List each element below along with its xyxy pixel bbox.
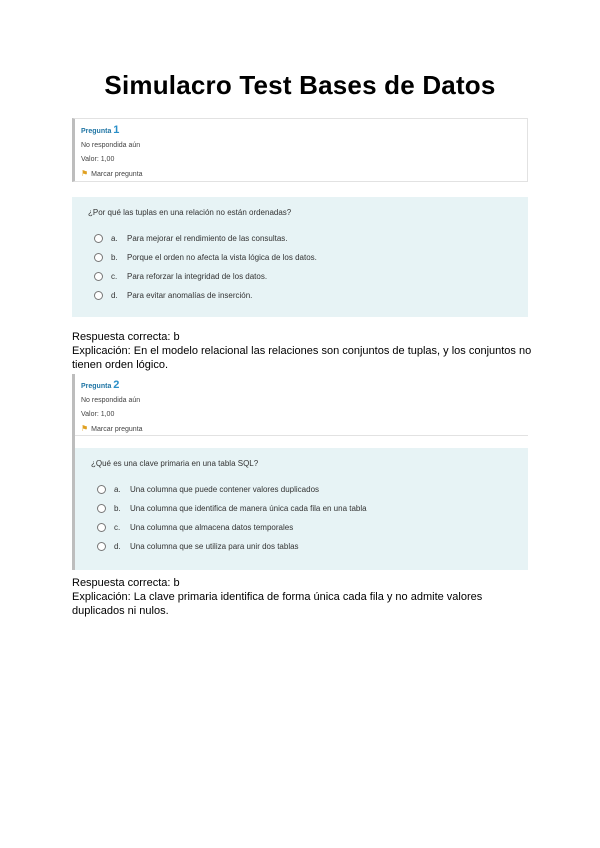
option-text: Una columna que identifica de manera única cada fila en una tabla bbox=[130, 504, 367, 513]
page-title: Simulacro Test Bases de Datos bbox=[104, 70, 496, 100]
question-info bbox=[75, 374, 528, 436]
option-letter: c. bbox=[111, 272, 118, 281]
flag-question-link[interactable] bbox=[81, 167, 521, 182]
radio-button[interactable] bbox=[94, 291, 103, 300]
flag-icon: ⚑ bbox=[81, 169, 89, 178]
option-text: Una columna que almacena datos temporales bbox=[130, 523, 294, 532]
flag-icon: ⚑ bbox=[81, 424, 89, 433]
question-card bbox=[72, 374, 528, 570]
question-label: Pregunta bbox=[81, 383, 112, 390]
option-letter: c. bbox=[114, 523, 121, 532]
question-number: 1 bbox=[113, 124, 120, 136]
flag-label: Marcar pregunta bbox=[91, 171, 143, 178]
flag-question-link[interactable] bbox=[81, 422, 522, 437]
question-number: 2 bbox=[113, 379, 120, 391]
radio-button[interactable] bbox=[97, 523, 106, 532]
option-letter: b. bbox=[114, 504, 121, 513]
explanation: Explicación: En el modelo relacional las relaciones son conjuntos de tuplas, y los conjuntos no tienen orden lógico. bbox=[72, 345, 532, 371]
option-text: Para reforzar la integridad de los datos. bbox=[127, 272, 268, 281]
radio-button[interactable] bbox=[97, 542, 106, 551]
option-d[interactable] bbox=[91, 537, 514, 556]
option-text: Para mejorar el rendimiento de las consultas. bbox=[127, 234, 288, 243]
question-value: Valor: 1,00 bbox=[81, 156, 115, 163]
option-d[interactable] bbox=[88, 286, 514, 305]
option-text: Para evitar anomalías de inserción. bbox=[127, 291, 253, 300]
option-a[interactable] bbox=[91, 480, 514, 499]
question-heading bbox=[81, 123, 521, 139]
question-value: Valor: 1,00 bbox=[81, 411, 115, 418]
flag-label: Marcar pregunta bbox=[91, 426, 143, 433]
radio-button[interactable] bbox=[94, 253, 103, 262]
question-label: Pregunta bbox=[81, 128, 112, 135]
question-body bbox=[72, 197, 528, 317]
question-text: ¿Qué es una clave primaria en una tabla SQL? bbox=[91, 459, 259, 468]
option-text: Una columna que puede contener valores duplicados bbox=[130, 485, 320, 494]
question-body bbox=[75, 448, 528, 570]
option-letter: a. bbox=[114, 485, 121, 494]
correct-answer: Respuesta correcta: b bbox=[72, 331, 180, 343]
option-letter: b. bbox=[111, 253, 118, 262]
option-a[interactable] bbox=[88, 229, 514, 248]
radio-button[interactable] bbox=[94, 272, 103, 281]
radio-button[interactable] bbox=[97, 485, 106, 494]
answer-block bbox=[72, 576, 532, 618]
option-c[interactable] bbox=[88, 267, 514, 286]
option-c[interactable] bbox=[91, 518, 514, 537]
question-card bbox=[72, 118, 528, 317]
option-letter: d. bbox=[114, 542, 121, 551]
question-info bbox=[72, 118, 528, 182]
question-status: No respondida aún bbox=[81, 397, 141, 404]
question-text: ¿Por qué las tuplas en una relación no están ordenadas? bbox=[88, 208, 292, 217]
radio-button[interactable] bbox=[94, 234, 103, 243]
option-b[interactable] bbox=[91, 499, 514, 518]
option-b[interactable] bbox=[88, 248, 514, 267]
question-heading bbox=[81, 378, 522, 394]
question-status: No respondida aún bbox=[81, 142, 141, 149]
option-letter: a. bbox=[111, 234, 118, 243]
correct-answer: Respuesta correcta: b bbox=[72, 577, 180, 589]
radio-button[interactable] bbox=[97, 504, 106, 513]
option-letter: d. bbox=[111, 291, 118, 300]
answer-block bbox=[72, 330, 532, 372]
option-text: Porque el orden no afecta la vista lógica de los datos. bbox=[127, 253, 317, 262]
option-text: Una columna que se utiliza para unir dos tablas bbox=[130, 542, 299, 551]
explanation: Explicación: La clave primaria identifica de forma única cada fila y no admite valores duplicados ni nulos. bbox=[72, 591, 483, 617]
